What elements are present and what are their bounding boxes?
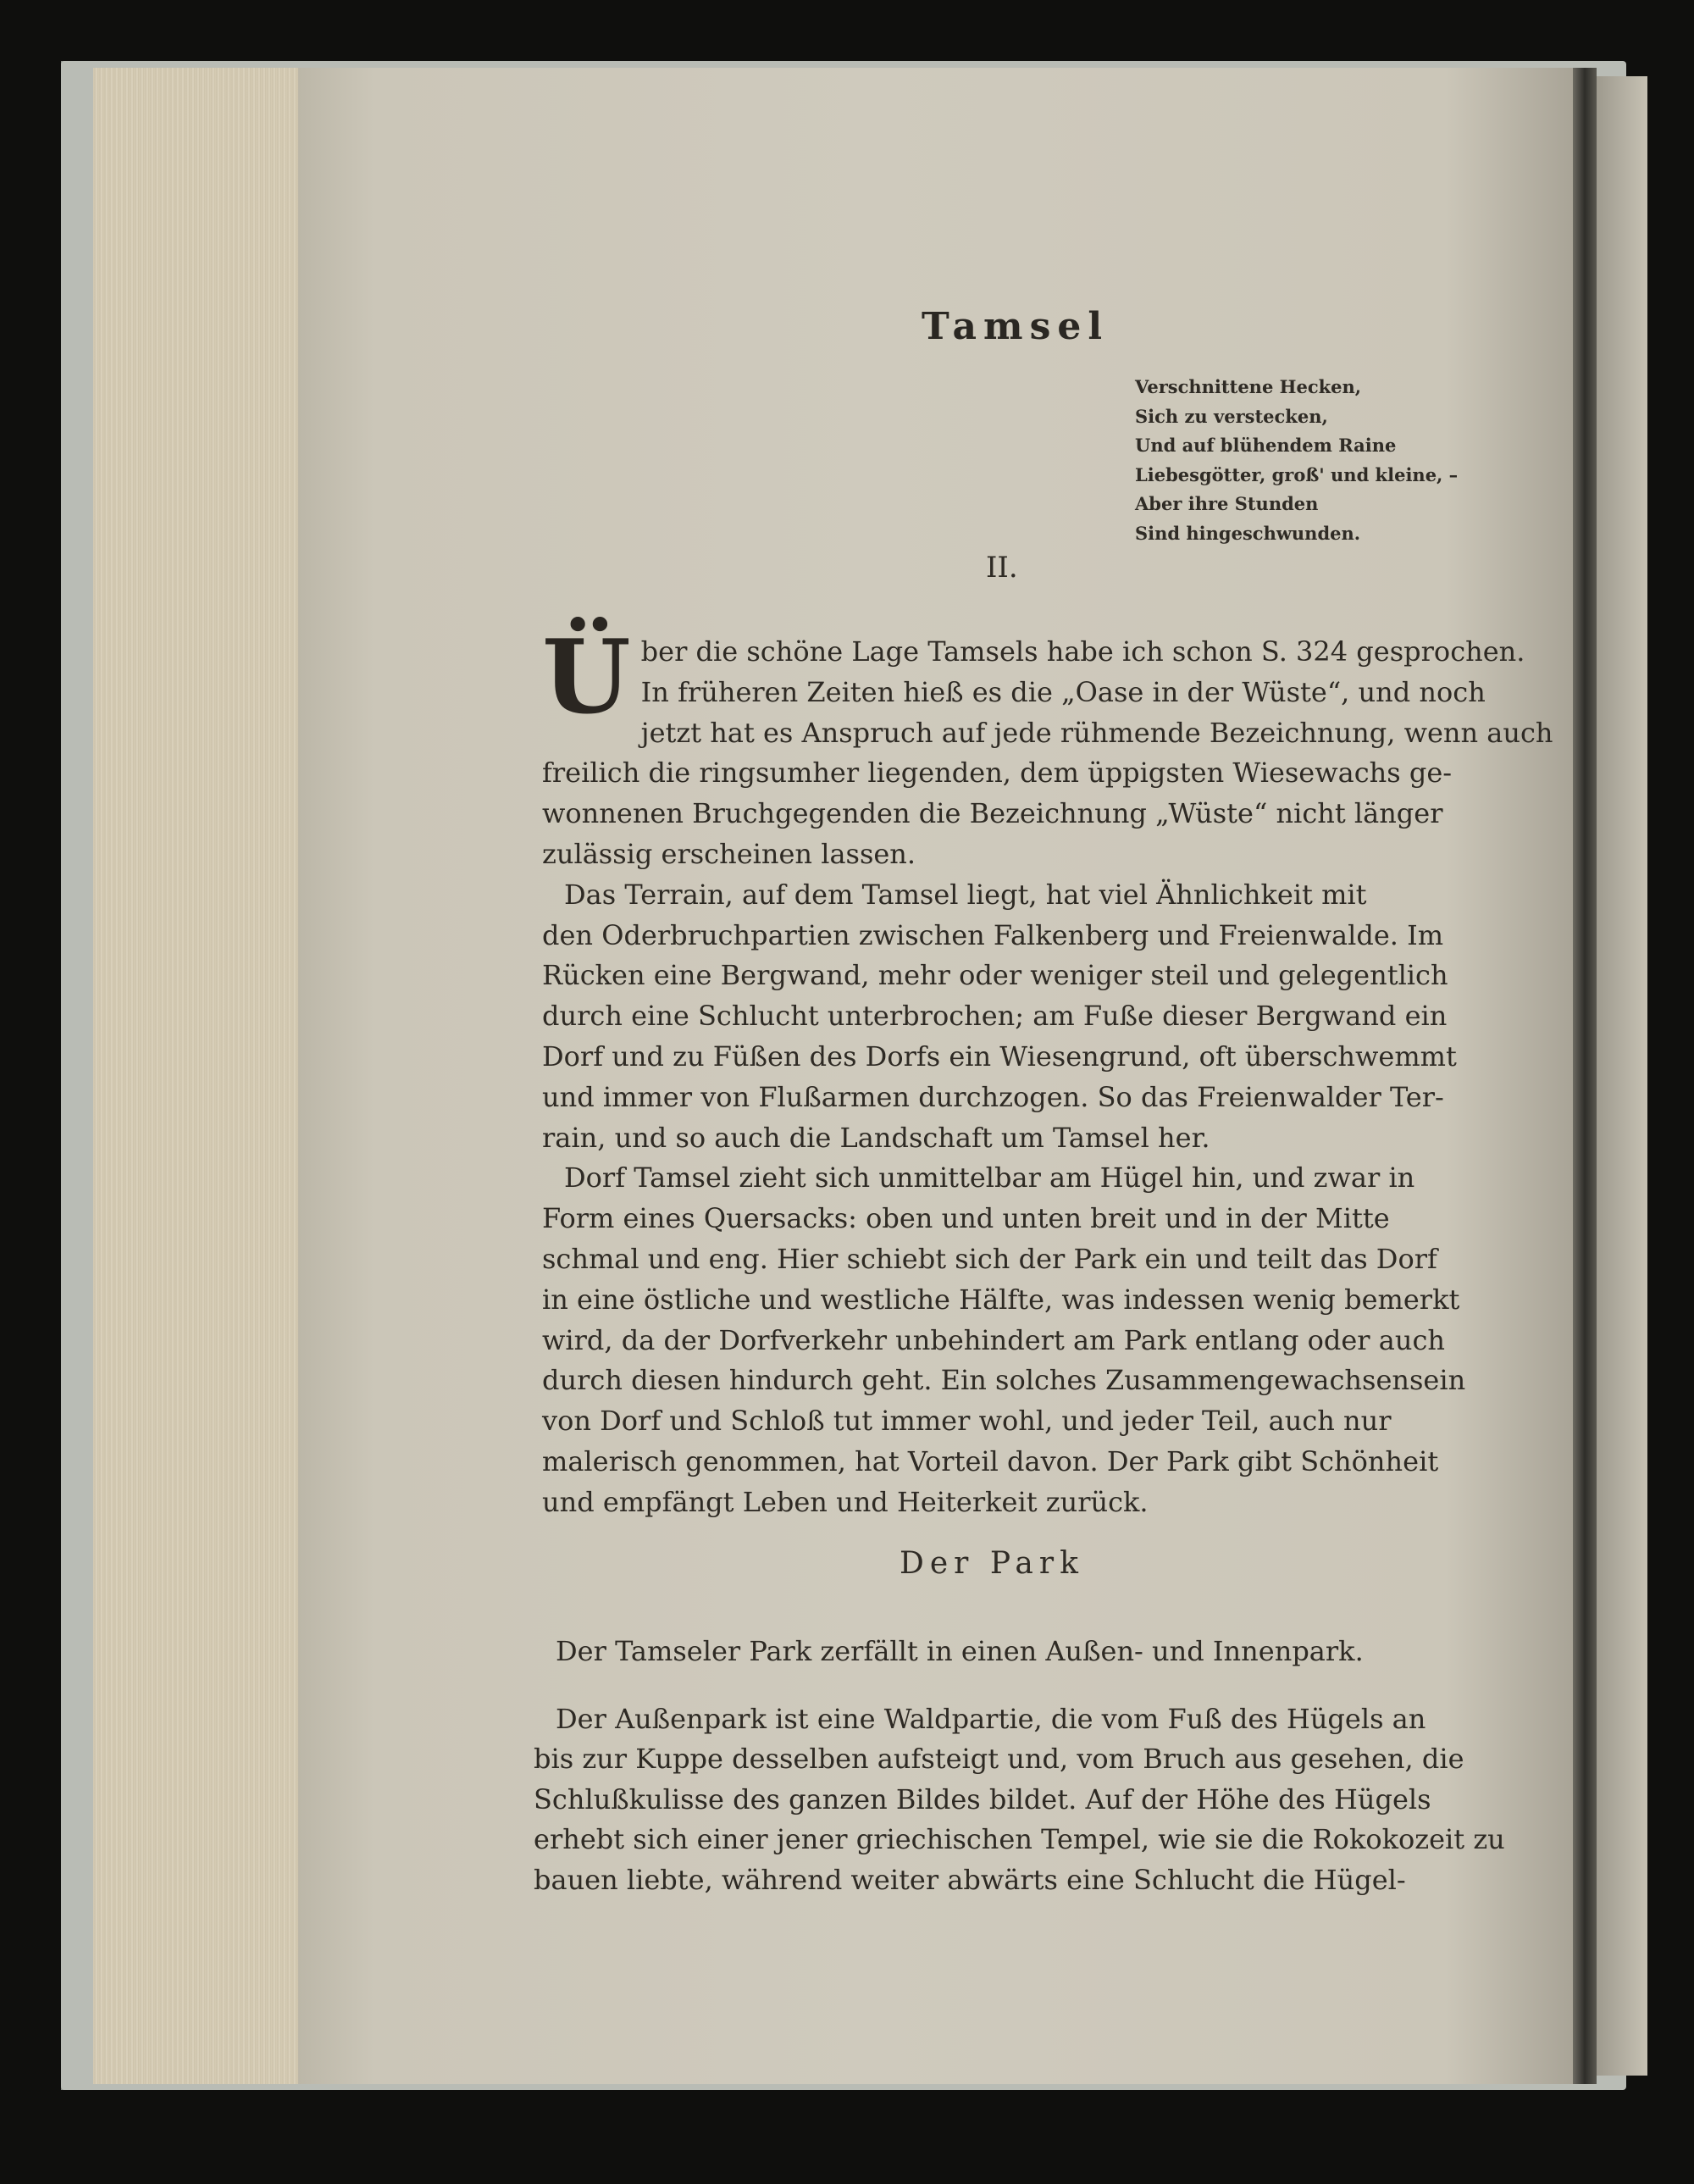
paragraph-2 (542, 875, 1457, 1159)
paragraph-1 (542, 618, 1553, 875)
epigraph-line: Liebesgötter, groß' und kleine, – (1135, 463, 1459, 485)
text-line: malerisch genommen, hat Vorteil davon. Der Park gibt Schönheit (542, 1444, 1439, 1477)
text-line: erhebt sich einer jener griechischen Tempel, wie sie die Rokokozeit zu (534, 1823, 1505, 1855)
page-title: Tamsel (922, 305, 1110, 348)
main-text (542, 618, 1553, 1523)
text-line: von Dorf und Schloß tut immer wohl, und jeder Teil, auch nur (542, 1405, 1392, 1438)
text-line: und immer von Flußarmen durchzogen. So das Freienwalder Ter- (542, 1080, 1444, 1113)
epigraph-line: Verschnittene Hecken, (1135, 376, 1362, 397)
text-line: bis zur Kuppe desselben aufsteigt und, vom Bruch aus gesehen, die (534, 1743, 1464, 1775)
text-line: Das Terrain, auf dem Tamsel liegt, hat viel Ähnlichkeit mit (564, 878, 1367, 911)
paragraph-5 (534, 1699, 1505, 1901)
text-line: jetzt hat es Anspruch auf jede rühmende Bezeichnung, wenn auch (640, 716, 1553, 749)
text-line: bauen liebte, während weiter abwärts eine Schlucht die Hügel- (534, 1863, 1406, 1896)
page-edges (93, 68, 305, 2084)
text-line: Schlußkulisse des ganzen Bildes bildet. Auf der Höhe des Hügels (534, 1782, 1431, 1815)
text-line: Dorf Tamsel zieht sich unmittelbar am Hügel hin, und zwar in (564, 1161, 1415, 1195)
text-line: rain, und so auch die Landschaft um Tamsel her. (542, 1121, 1210, 1154)
text-line: In früheren Zeiten hieß es die „Oase in der Wüste“, und noch (640, 675, 1486, 708)
text-line: schmal und eng. Hier schiebt sich der Park ein und teilt das Dorf (542, 1242, 1437, 1275)
text-line: wonnenen Bruchgegenden die Bezeichnung „Wüste“ nicht länger (542, 797, 1443, 830)
text-line: Form eines Quersacks: oben und unten breit und in der Mitte (542, 1202, 1390, 1235)
epigraph-line: Und auf blühendem Raine (1135, 435, 1397, 456)
paragraph-3 (542, 1158, 1466, 1522)
text-line: und empfängt Leben und Heiterkeit zurück. (542, 1485, 1149, 1518)
text-line: durch diesen hindurch geht. Ein solches Zusammengewachsensein (542, 1364, 1466, 1397)
book-gutter (1573, 68, 1597, 2084)
text-line: in eine östliche und westliche Hälfte, was indessen wenig bemerkt (542, 1283, 1460, 1316)
paragraph-4 (534, 1632, 1431, 1672)
text-line: durch eine Schlucht unterbrochen; am Fuße dieser Bergwand ein (542, 1000, 1448, 1033)
text-line: Der Tamseler Park zerfällt in einen Außen- und Innenpark. (556, 1635, 1364, 1667)
text-line: den Oderbruchpartien zwischen Falkenberg und Freienwalde. Im (542, 918, 1444, 951)
epigraph-line: Aber ihre Stunden (1135, 493, 1319, 514)
text-line: ber die schöne Lage Tamsels habe ich schon S. 324 gesprochen. (640, 635, 1525, 668)
section-heading: Der Park (900, 1546, 1084, 1581)
text-line: Rücken eine Bergwand, mehr oder weniger steil und gelegentlich (542, 959, 1448, 992)
text-line: freilich die ringsumher liegenden, dem üppigsten Wiesewachs ge- (542, 757, 1453, 790)
drop-cap: Ü (542, 618, 631, 737)
text-line: Dorf und zu Füßen des Dorfs ein Wiesengrund, oft überschwemmt (542, 1039, 1457, 1073)
facing-page-edge (1597, 76, 1647, 2076)
epigraph-line: Sich zu verstecken, (1135, 405, 1328, 427)
text-line: Der Außenpark ist eine Waldpartie, die vom Fuß des Hügels an (556, 1702, 1426, 1735)
epigraph-line: Sind hingeschwunden. (1135, 522, 1361, 544)
section-text (534, 1605, 1505, 1927)
section-number: II. (986, 551, 1018, 585)
text-line: wird, da der Dorfverkehr unbehindert am Park entlang oder auch (542, 1323, 1445, 1356)
text-line: zulässig erscheinen lassen. (542, 837, 916, 870)
epigraph (1135, 373, 1457, 548)
